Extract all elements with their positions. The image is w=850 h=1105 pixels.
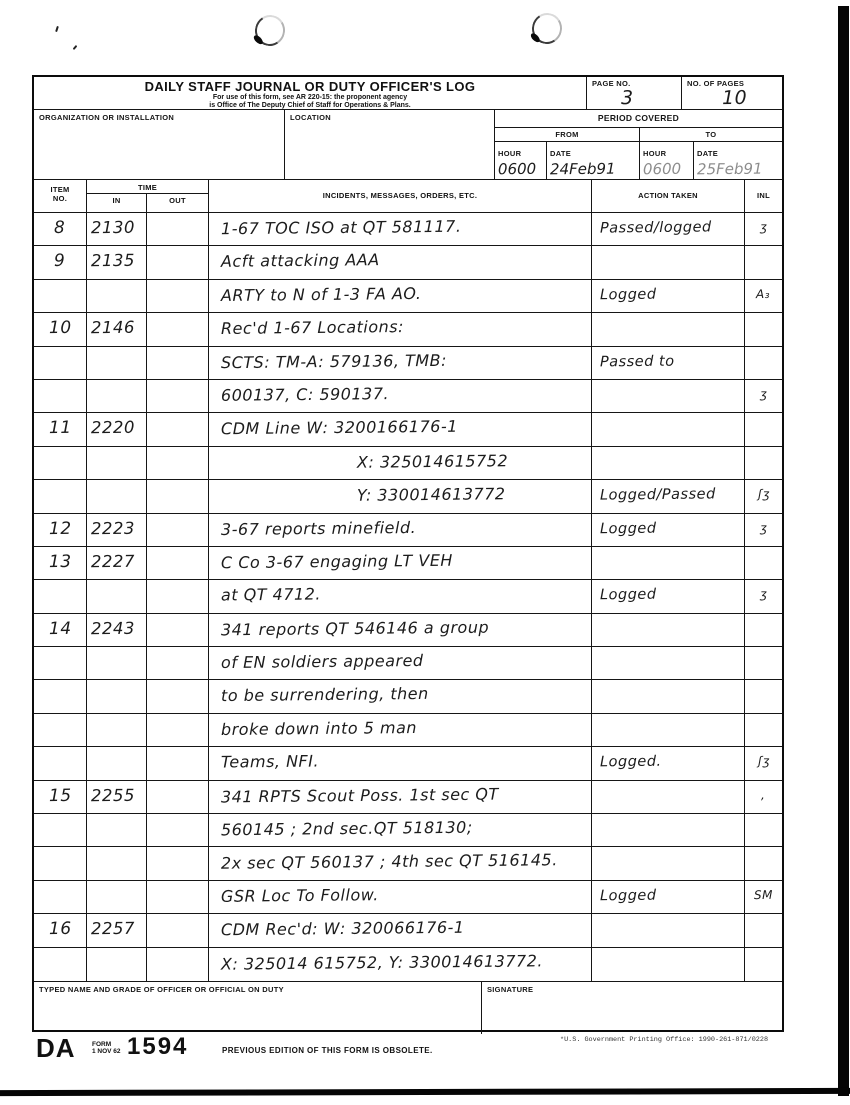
handwritten-inl: ʒ	[759, 587, 768, 602]
cell-in	[87, 413, 147, 445]
cell-action	[592, 413, 745, 445]
cell-inl	[745, 948, 782, 981]
cell-inl	[745, 781, 782, 813]
cell-item	[34, 881, 87, 913]
handwritten-in: 2146	[90, 317, 136, 338]
cell-out	[147, 380, 209, 412]
cell-inl	[745, 380, 782, 412]
handwritten-text: GSR Loc To Follow.	[220, 884, 379, 906]
cell-action	[592, 614, 745, 646]
table-row	[34, 580, 782, 613]
handwritten-in: 2135	[90, 251, 136, 271]
cell-action	[592, 747, 745, 779]
handwritten-item: 11	[48, 418, 72, 439]
to-label: TO	[705, 129, 717, 139]
cell-action	[592, 881, 745, 913]
handwritten-text: CDM Rec'd: W: 320066176-1	[220, 917, 465, 940]
cell-action	[592, 580, 745, 612]
handwritten-text: of EN soldiers appeared	[220, 651, 424, 673]
handwritten-inl: A₃	[756, 286, 771, 301]
cell-out	[147, 914, 209, 946]
cell-action	[592, 647, 745, 679]
cell-in	[87, 747, 147, 779]
to-date-label: DATE	[697, 149, 719, 158]
cell-in	[87, 614, 147, 646]
form-subtitle-line2: is Office of The Deputy Chief of Staff for Operations & Plans.	[209, 102, 411, 109]
page-no-label: PAGE NO.	[592, 79, 631, 88]
location-box	[285, 110, 495, 179]
handwritten-inl: ,	[761, 787, 766, 802]
cell-inl	[745, 280, 782, 312]
cell-out	[147, 280, 209, 312]
cell-text	[209, 313, 592, 345]
to-date-cell	[694, 142, 782, 179]
handwritten-inl: ʃʒ	[757, 754, 770, 769]
cell-inl	[745, 714, 782, 746]
cell-item	[34, 547, 87, 579]
cell-action	[592, 313, 745, 345]
obsolete-notice: PREVIOUS EDITION OF THIS FORM IS OBSOLETE.	[222, 1046, 433, 1055]
cell-in	[87, 847, 147, 879]
cell-out	[147, 213, 209, 245]
handwritten-action: Passed/logged	[599, 219, 712, 237]
handwritten-item: 8	[54, 217, 66, 239]
cell-text	[209, 847, 592, 879]
handwritten-text: SCTS: TM-A: 579136, TMB:	[220, 350, 448, 372]
cell-action	[592, 514, 745, 546]
cell-item	[34, 246, 87, 278]
cell-out	[147, 747, 209, 779]
table-row	[34, 280, 782, 313]
cell-text	[209, 413, 592, 445]
handwritten-text: 560145 ; 2nd sec.QT 518130;	[220, 817, 473, 840]
cell-action	[592, 246, 745, 278]
handwritten-in: 2257	[90, 918, 136, 939]
handwritten-action: Logged	[599, 286, 657, 304]
cell-action	[592, 781, 745, 813]
cell-in	[87, 914, 147, 946]
from-label: FROM	[495, 128, 640, 141]
cell-item	[34, 447, 87, 479]
cell-text	[209, 747, 592, 779]
cell-text	[209, 447, 592, 479]
handwritten-in: 2255	[90, 785, 136, 805]
cell-inl	[745, 514, 782, 546]
cell-inl	[745, 213, 782, 245]
handwritten-action: Passed to	[599, 353, 675, 370]
period-covered-box	[495, 110, 782, 179]
handwritten-text: Y: 330014613772	[356, 484, 506, 505]
cell-inl	[745, 347, 782, 379]
cell-action	[592, 447, 745, 479]
cell-item	[34, 948, 87, 981]
cell-in	[87, 547, 147, 579]
table-row	[34, 781, 782, 814]
cell-inl	[745, 413, 782, 445]
handwritten-text: X: 325014 615752, Y: 330014613772.	[220, 950, 544, 974]
cell-out	[147, 413, 209, 445]
no-of-pages-box	[682, 77, 782, 109]
handwritten-text: 3-67 reports minefield.	[220, 517, 417, 539]
cell-in	[87, 447, 147, 479]
from-hour-label: HOUR	[498, 149, 522, 158]
hour-date-band	[495, 142, 782, 179]
cell-item	[34, 514, 87, 546]
title-band	[34, 77, 782, 110]
cell-text	[209, 480, 592, 512]
cell-item	[34, 680, 87, 712]
col-header-item-no	[34, 180, 87, 212]
cell-in	[87, 347, 147, 379]
cell-in	[87, 781, 147, 813]
handwritten-item: 9	[54, 251, 66, 272]
table-row	[34, 313, 782, 346]
handwritten-item: 15	[48, 785, 72, 806]
cell-item	[34, 614, 87, 646]
cell-in	[87, 714, 147, 746]
handwritten-text: ARTY to N of 1-3 FA AO.	[220, 283, 422, 305]
binder-ring-artifact	[252, 12, 288, 49]
time-label: TIME	[87, 180, 208, 194]
cell-out	[147, 714, 209, 746]
da-form-1594	[32, 75, 784, 1032]
cell-in	[87, 881, 147, 913]
cell-out	[147, 680, 209, 712]
cell-in	[87, 948, 147, 981]
cell-text	[209, 714, 592, 746]
cell-action	[592, 213, 745, 245]
cell-item	[34, 814, 87, 846]
col-header-in: IN	[87, 194, 147, 212]
table-row	[34, 380, 782, 413]
cell-item	[34, 213, 87, 245]
handwritten-action: Logged	[599, 887, 657, 905]
cell-out	[147, 480, 209, 512]
handwritten-text: 341 RPTS Scout Poss. 1st sec QT	[220, 784, 499, 807]
organization-label: ORGANIZATION OR INSTALLATION	[39, 113, 175, 122]
cell-in	[87, 246, 147, 278]
handwritten-item: 10	[48, 318, 72, 339]
page-no-box	[587, 77, 682, 109]
table-row	[34, 447, 782, 480]
form-date: 1 NOV 62	[92, 1048, 121, 1055]
cell-text	[209, 580, 592, 612]
cell-text	[209, 213, 592, 245]
cell-out	[147, 948, 209, 981]
cell-text	[209, 246, 592, 278]
handwritten-text: Acft attacking AAA	[220, 250, 380, 272]
handwritten-inl: ʒ	[759, 386, 768, 401]
cell-action	[592, 480, 745, 512]
handwritten-item: 13	[48, 551, 72, 573]
handwritten-in: 2220	[90, 418, 136, 438]
cell-inl	[745, 881, 782, 913]
cell-out	[147, 847, 209, 879]
table-row	[34, 413, 782, 446]
bottom-strip	[32, 1033, 792, 1078]
handwritten-inl: ʃʒ	[757, 487, 770, 502]
handwritten-in: 2130	[90, 217, 136, 238]
cell-out	[147, 447, 209, 479]
handwritten-item: 14	[48, 618, 72, 639]
cell-item	[34, 847, 87, 879]
handwritten-action: Logged.	[599, 753, 662, 771]
handwritten-in: 2223	[90, 518, 136, 538]
cell-out	[147, 246, 209, 278]
col-header-time	[87, 180, 209, 212]
cell-inl	[745, 547, 782, 579]
location-label: LOCATION	[290, 113, 332, 122]
handwritten-action: Logged/Passed	[599, 486, 716, 504]
to-hour-cell	[640, 142, 694, 179]
from-date-value: 24Feb91	[549, 159, 616, 179]
cell-out	[147, 313, 209, 345]
cell-in	[87, 313, 147, 345]
cell-in	[87, 580, 147, 612]
table-row	[34, 347, 782, 380]
handwritten-action: Logged	[599, 587, 657, 604]
col-header-out: OUT	[169, 196, 186, 205]
cell-item	[34, 413, 87, 445]
time-in-out	[87, 194, 208, 212]
scan-speck	[55, 26, 59, 32]
form-word: FORM	[92, 1041, 112, 1048]
signature-box	[482, 982, 782, 1034]
scan-speck	[73, 45, 78, 50]
cell-out	[147, 614, 209, 646]
cell-action	[592, 948, 745, 981]
form-number: 1594	[127, 1033, 189, 1060]
cell-inl	[745, 614, 782, 646]
handwritten-text: to be surrendering, then	[220, 684, 429, 706]
log-table-body	[34, 213, 782, 981]
cell-action	[592, 547, 745, 579]
item-label-line1: ITEM	[50, 185, 70, 194]
handwritten-text: CDM Line W: 3200166176-1	[220, 417, 458, 439]
typed-name-box	[34, 982, 482, 1034]
cell-out	[147, 647, 209, 679]
cell-in	[87, 480, 147, 512]
cell-out	[147, 580, 209, 612]
cell-out	[147, 347, 209, 379]
handwritten-inl: ʒ	[759, 219, 768, 235]
cell-inl	[745, 447, 782, 479]
table-row	[34, 714, 782, 747]
handwritten-in: 2243	[90, 618, 136, 638]
typed-name-label: TYPED NAME AND GRADE OF OFFICER OR OFFICIAL ON DUTY	[39, 985, 284, 994]
to-hour-label: HOUR	[643, 149, 667, 158]
to-date-value: 25Feb91	[696, 159, 763, 179]
cell-text	[209, 547, 592, 579]
table-row	[34, 847, 782, 880]
table-row	[34, 881, 782, 914]
cell-text	[209, 280, 592, 312]
col-header-inl: INL	[757, 191, 770, 200]
cell-in	[87, 380, 147, 412]
organization-box	[34, 110, 285, 179]
cell-action	[592, 814, 745, 846]
table-row	[34, 514, 782, 547]
cell-action	[592, 847, 745, 879]
cell-inl	[745, 847, 782, 879]
handwritten-text: 341 reports QT 546146 a group	[220, 617, 490, 640]
cell-text	[209, 948, 592, 981]
handwritten-action: Logged	[599, 520, 657, 537]
cell-item	[34, 714, 87, 746]
table-row	[34, 246, 782, 279]
binder-ring-artifact	[529, 10, 565, 47]
cell-text	[209, 914, 592, 946]
cell-text	[209, 680, 592, 712]
cell-item	[34, 914, 87, 946]
cell-inl	[745, 313, 782, 345]
handwritten-inl: ʒ	[759, 520, 768, 535]
footer-band	[34, 981, 782, 1034]
from-date-label: DATE	[550, 149, 572, 158]
table-row	[34, 547, 782, 580]
table-row	[34, 680, 782, 713]
handwritten-text: 600137, C: 590137.	[220, 384, 390, 405]
cell-inl	[745, 814, 782, 846]
cell-item	[34, 480, 87, 512]
handwritten-text: broke down into 5 man	[220, 717, 418, 739]
cell-text	[209, 514, 592, 546]
form-edition	[92, 1041, 121, 1055]
scan-edge-bottom	[0, 1088, 850, 1096]
cell-in	[87, 814, 147, 846]
cell-inl	[745, 580, 782, 612]
handwritten-item: 12	[48, 518, 72, 539]
table-row	[34, 814, 782, 847]
log-table-header	[34, 180, 782, 213]
table-row	[34, 213, 782, 246]
from-hour-value: 0600	[497, 159, 537, 179]
page-no-value: 3	[620, 86, 634, 110]
da-mark: DA	[36, 1033, 76, 1063]
cell-inl	[745, 914, 782, 946]
cell-item	[34, 580, 87, 612]
cell-text	[209, 380, 592, 412]
no-of-pages-label: NO. OF PAGES	[687, 79, 745, 88]
table-row	[34, 948, 782, 981]
gpo-printing-note: *U.S. Government Printing Office: 1990-261-871/0228	[560, 1036, 769, 1044]
handwritten-in: 2227	[90, 551, 136, 572]
handwritten-text: 1-67 TOC ISO at QT 581117.	[220, 216, 462, 239]
handwritten-text: X: 325014615752	[356, 450, 509, 472]
period-covered-label: PERIOD COVERED	[495, 110, 782, 128]
form-title: DAILY STAFF JOURNAL OR DUTY OFFICER'S LOG	[144, 79, 476, 94]
handwritten-inl: SM	[753, 887, 774, 902]
to-hour-value: 0600	[642, 159, 682, 179]
signature-label: SIGNATURE	[487, 985, 534, 994]
handwritten-item: 16	[48, 919, 72, 940]
cell-inl	[745, 747, 782, 779]
cell-out	[147, 781, 209, 813]
table-row	[34, 614, 782, 647]
handwritten-text: Teams, NFI.	[220, 751, 320, 772]
cell-out	[147, 547, 209, 579]
cell-inl	[745, 647, 782, 679]
cell-item	[34, 781, 87, 813]
from-date-cell	[547, 142, 640, 179]
cell-in	[87, 680, 147, 712]
cell-inl	[745, 246, 782, 278]
cell-action	[592, 914, 745, 946]
item-label-line2: NO.	[52, 194, 68, 203]
cell-in	[87, 647, 147, 679]
cell-item	[34, 380, 87, 412]
from-hour-cell	[495, 142, 547, 179]
table-row	[34, 914, 782, 947]
cell-text	[209, 814, 592, 846]
cell-in	[87, 514, 147, 546]
cell-inl	[745, 480, 782, 512]
cell-out	[147, 514, 209, 546]
form-subtitle-line1: For use of this form, see AR 220-15: the proponent agency	[212, 94, 408, 101]
cell-action	[592, 380, 745, 412]
cell-text	[209, 647, 592, 679]
from-to-band	[495, 128, 782, 142]
col-header-action-taken: ACTION TAKEN	[592, 180, 745, 212]
cell-out	[147, 881, 209, 913]
cell-inl	[745, 680, 782, 712]
cell-text	[209, 881, 592, 913]
cell-item	[34, 347, 87, 379]
handwritten-text: C Co 3-67 engaging LT VEH	[220, 550, 453, 573]
table-row	[34, 480, 782, 513]
cell-action	[592, 714, 745, 746]
org-band	[34, 110, 782, 180]
handwritten-text: 2x sec QT 560137 ; 4th sec QT 516145.	[220, 850, 558, 874]
form-title-block	[34, 77, 587, 109]
cell-item	[34, 747, 87, 779]
table-row	[34, 647, 782, 680]
no-of-pages-value: 10	[721, 86, 748, 110]
cell-text	[209, 781, 592, 813]
cell-out	[147, 814, 209, 846]
scan-edge-right	[838, 6, 849, 1096]
cell-text	[209, 347, 592, 379]
cell-action	[592, 680, 745, 712]
cell-text	[209, 614, 592, 646]
table-row	[34, 747, 782, 780]
cell-item	[34, 280, 87, 312]
handwritten-text: at QT 4712.	[220, 584, 322, 605]
cell-in	[87, 280, 147, 312]
cell-action	[592, 347, 745, 379]
col-header-incidents: INCIDENTS, MESSAGES, ORDERS, ETC.	[209, 180, 592, 212]
cell-item	[34, 313, 87, 345]
cell-item	[34, 647, 87, 679]
cell-in	[87, 213, 147, 245]
cell-action	[592, 280, 745, 312]
handwritten-text: Rec'd 1-67 Locations:	[220, 317, 405, 339]
